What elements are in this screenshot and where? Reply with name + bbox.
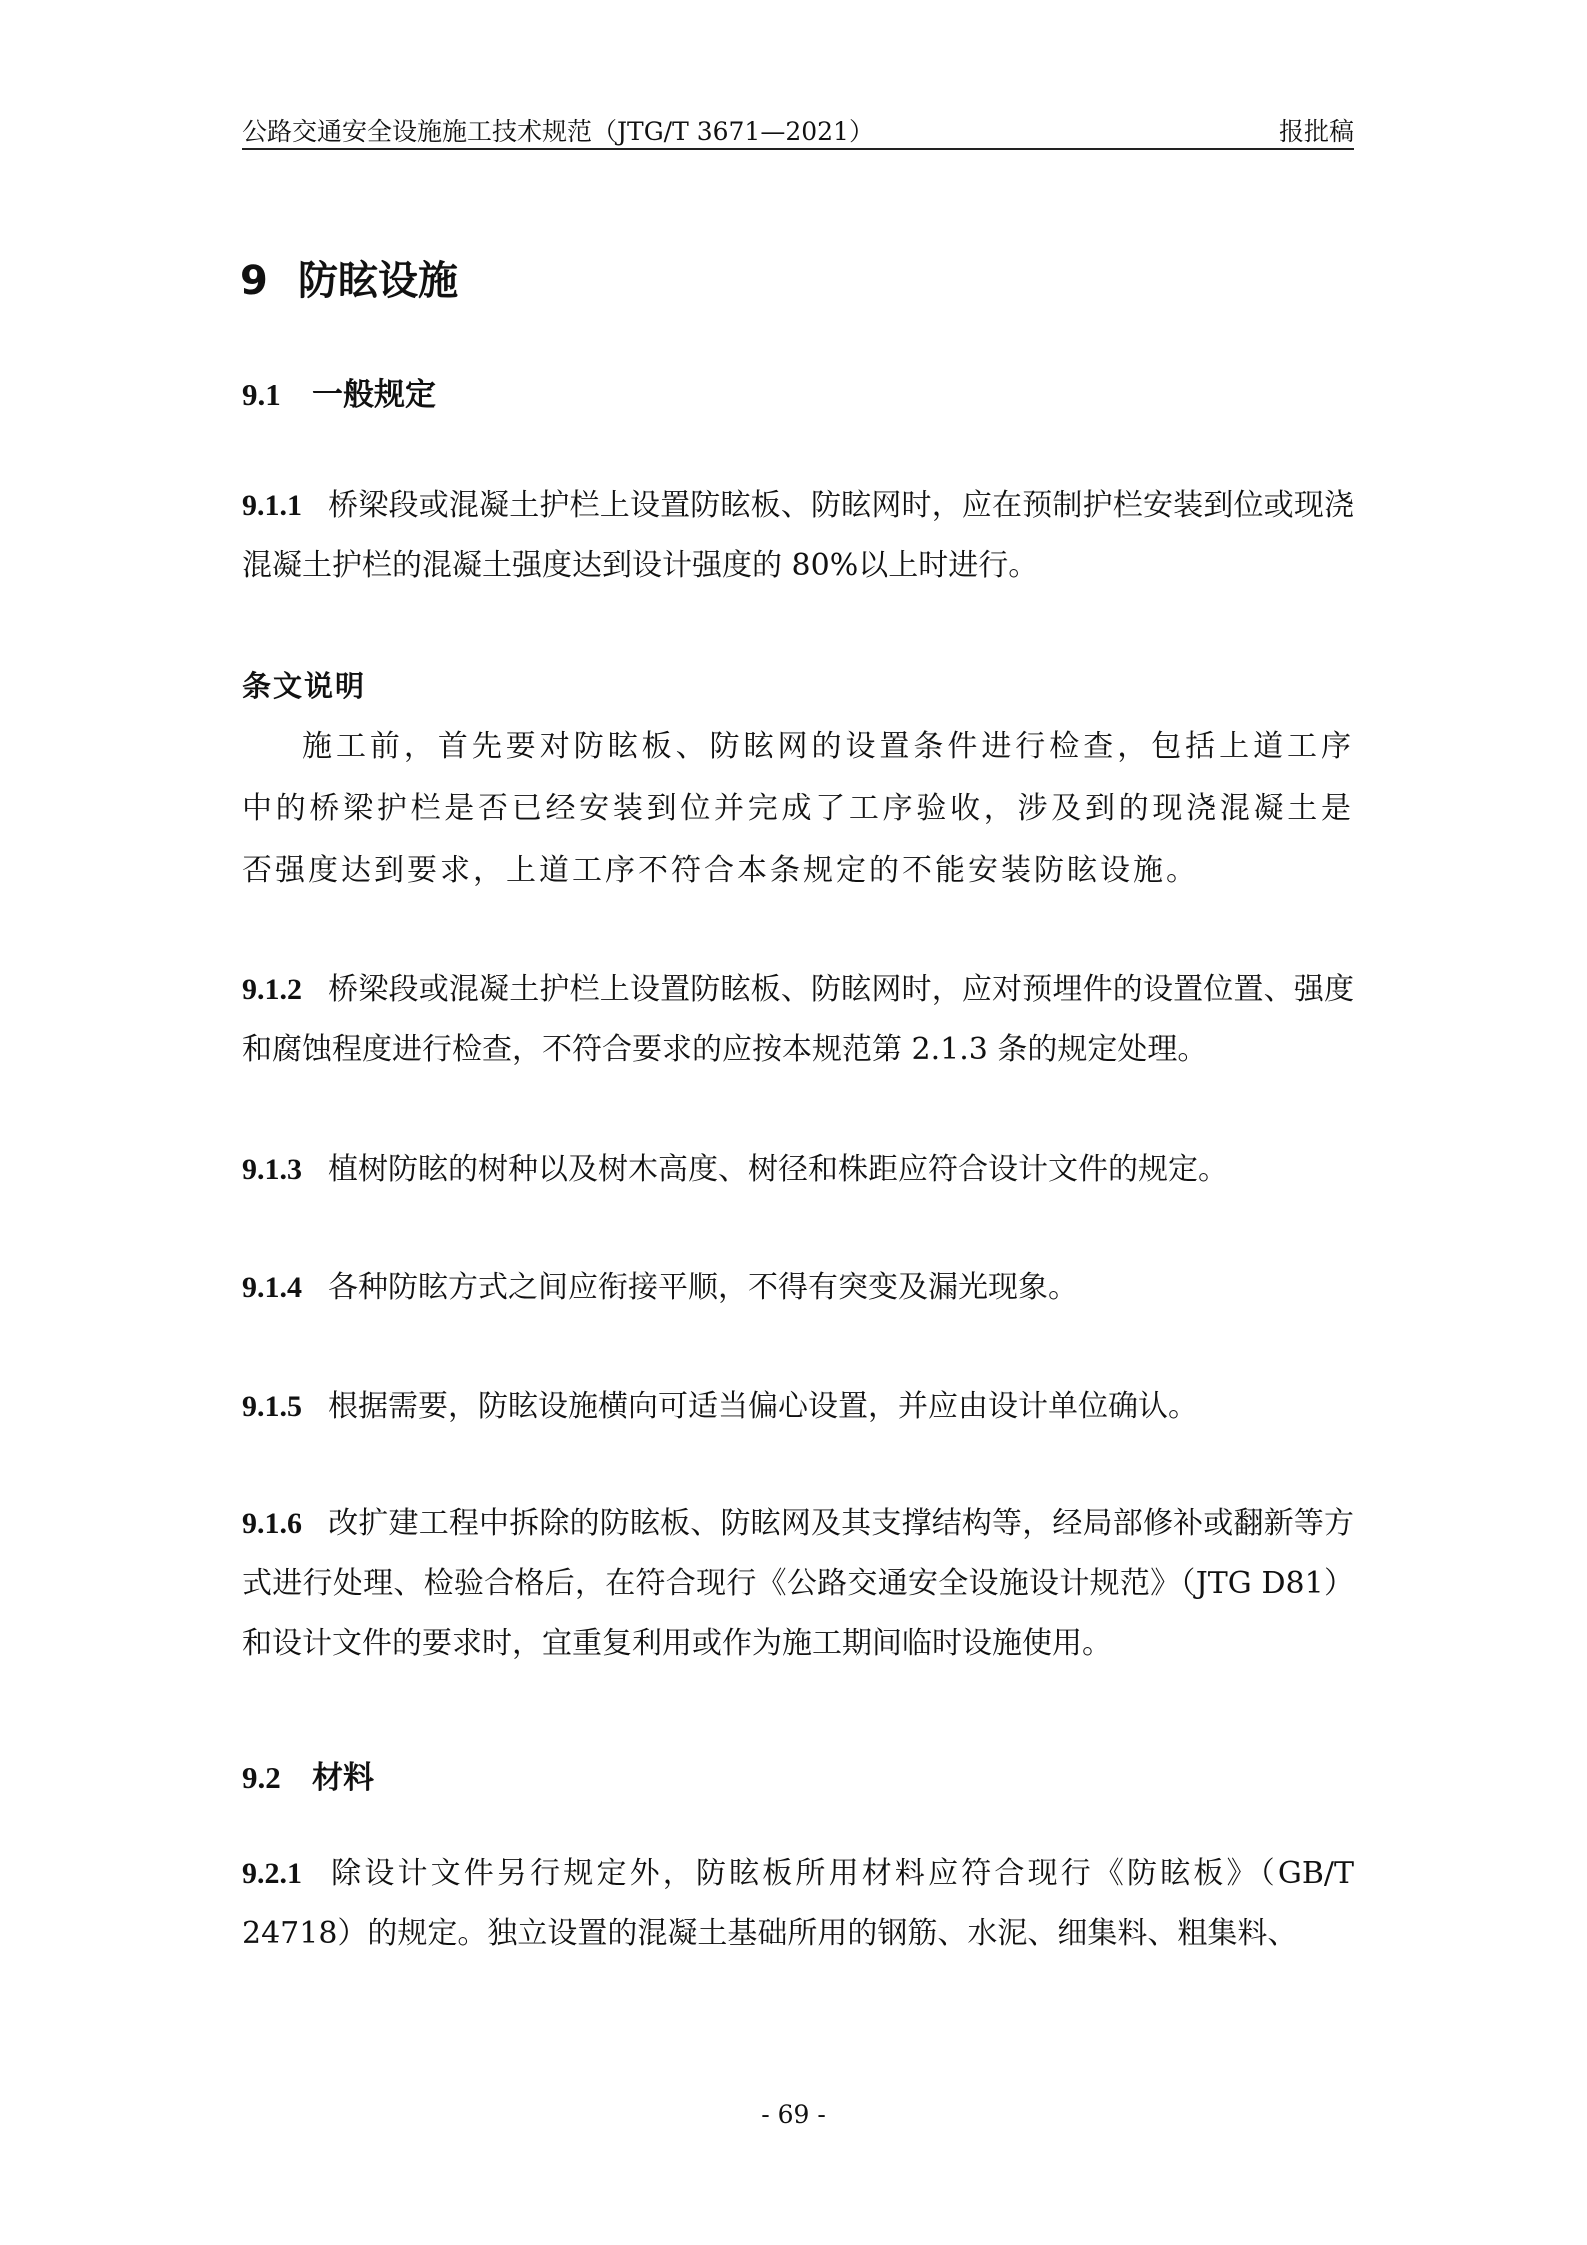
clause-number: 9.1.2 <box>242 973 302 1006</box>
clause-9-1-4 <box>242 1258 1354 1318</box>
clause-9-1-5 <box>242 1377 1354 1437</box>
section-number: 9.2 <box>242 1760 281 1795</box>
clause-9-1-1 <box>242 476 1354 596</box>
clause-text: 除设计文件另行规定外，防眩板所用材料应符合现行《防眩板》（GB/T 24718）的规定。独立设置的混凝土基础所用的钢筋、水泥、细集料、粗集料、 <box>242 1856 1354 1951</box>
explanation-text: 施工前，首先要对防眩板、防眩网的设置条件进行检查，包括上道工序中的桥梁护栏是否已经安装到位并完成了工序验收，涉及到的现浇混凝土是否强度达到要求，上道工序不符合本条规定的不能安装防眩设施。 <box>242 729 1354 888</box>
section-title: 材料 <box>312 1760 374 1796</box>
chapter-number: 9 <box>240 258 268 304</box>
clause-9-1-3 <box>242 1140 1354 1200</box>
clause-number: 9.2.1 <box>242 1857 302 1890</box>
clause-9-1-6 <box>242 1494 1354 1674</box>
clause-text: 各种防眩方式之间应衔接平顺，不得有突变及漏光现象。 <box>328 1270 1078 1305</box>
clause-9-2-1 <box>242 1844 1354 1964</box>
clause-number: 9.1.3 <box>242 1153 302 1186</box>
section-number: 9.1 <box>242 377 281 412</box>
explanation-title: 条文说明 <box>242 669 367 703</box>
clause-text: 改扩建工程中拆除的防眩板、防眩网及其支撑结构等，经局部修补或翻新等方式进行处理、检验合格后，在符合现行《公路交通安全设施设计规范》（JTG D81）和设计文件的要求时，宜重复利用或作为施工期间临时设施使用。 <box>242 1506 1354 1661</box>
header-status: 报批稿 <box>1278 117 1354 146</box>
clause-number: 9.1.1 <box>242 489 302 522</box>
header-divider <box>242 148 1354 150</box>
chapter-heading <box>240 249 458 306</box>
clause-9-1-2 <box>242 960 1354 1080</box>
clause-number: 9.1.6 <box>242 1507 302 1540</box>
section-heading-9-2 <box>242 1752 374 1797</box>
clause-text: 桥梁段或混凝土护栏上设置防眩板、防眩网时，应对预埋件的设置位置、强度和腐蚀程度进行检查，不符合要求的应按本规范第 2.1.3 条的规定处理。 <box>242 972 1354 1067</box>
clause-text: 根据需要，防眩设施横向可适当偏心设置，并应由设计单位确认。 <box>328 1389 1198 1424</box>
page-number: - 69 - <box>761 2100 826 2129</box>
clause-number: 9.1.5 <box>242 1390 302 1423</box>
clause-number: 9.1.4 <box>242 1271 302 1304</box>
chapter-title: 防眩设施 <box>298 258 458 304</box>
header-doc-title: 公路交通安全设施施工技术规范（JTG/T 3671—2021） <box>242 117 874 146</box>
clause-text: 桥梁段或混凝土护栏上设置防眩板、防眩网时，应在预制护栏安装到位或现浇混凝土护栏的混凝土强度达到设计强度的 80%以上时进行。 <box>242 488 1354 583</box>
clause-text: 植树防眩的树种以及树木高度、树径和株距应符合设计文件的规定。 <box>328 1152 1228 1187</box>
section-title: 一般规定 <box>312 377 436 413</box>
section-heading-9-1 <box>242 369 436 414</box>
